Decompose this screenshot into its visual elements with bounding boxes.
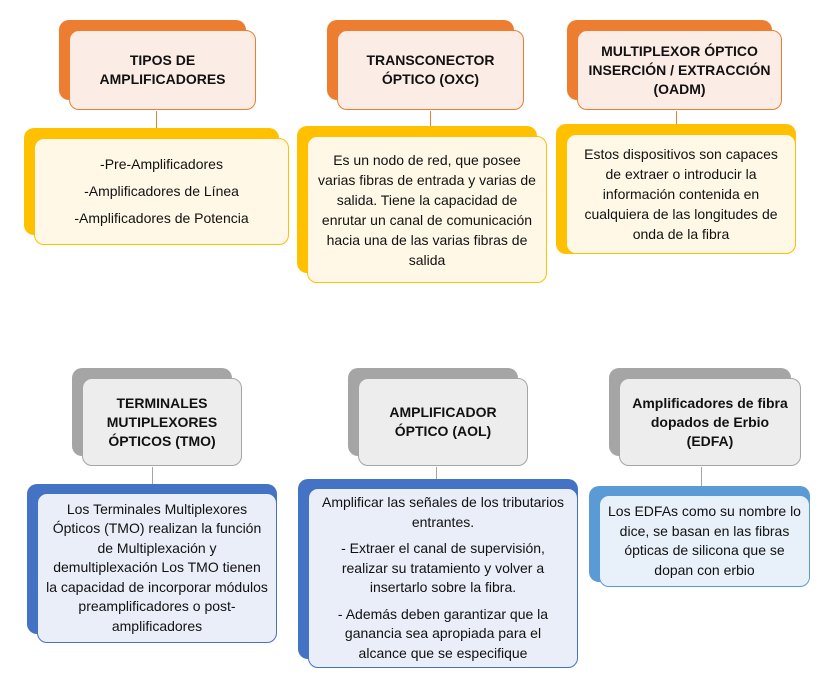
oxc-description: Es un nodo de red, que posee varias fibras de entrada y varias de salida. Tiene la capacidad de enrutar un canal de comunicación hacia una de las varias fibras de salida bbox=[318, 151, 536, 268]
aol-title: AMPLIFICADOR ÓPTICO (AOL) bbox=[389, 404, 497, 439]
amplifier-types-title: TIPOS DE AMPLIFICADORES bbox=[99, 52, 226, 87]
amplifier-type-item: -Pre-Amplificadores bbox=[100, 156, 223, 172]
tmo-description: Los Terminales Multiplexores Ópticos (TMO) realizan la función de Multiplexación y demultiplexación Los TMO tienen la capacidad de incorporar módulos preamplificadores o post-amplificadores bbox=[46, 500, 268, 634]
oadm-connector bbox=[676, 111, 677, 124]
oxc-description-box bbox=[307, 136, 547, 283]
tmo-title-box bbox=[82, 378, 242, 466]
amplifier-types-description-box bbox=[34, 138, 289, 245]
oadm-description-box bbox=[566, 134, 796, 254]
aol-description-box bbox=[308, 488, 578, 668]
amplifier-type-item: -Amplificadores de Línea bbox=[84, 183, 239, 199]
edfa-title: Amplificadores de fibra dopados de Erbio (EDFA) bbox=[632, 394, 788, 449]
oadm-description: Estos dispositivos son capaces de extraer o introducir la información contenida en cualquiera de las longitudes de onda de la fibra bbox=[584, 146, 778, 242]
amplifier-type-item: -Amplificadores de Potencia bbox=[74, 210, 249, 226]
oadm-title-box bbox=[577, 30, 782, 110]
aol-item: - Además deben garantizar que la ganancia sea apropiada para el alcance que se especifique bbox=[337, 605, 549, 661]
aol-item: - Extraer el canal de supervisión, realizar su tratamiento y volver a insertarlo sobre la fibra. bbox=[341, 540, 545, 595]
edfa-description: Los EDFAs como su nombre lo dice, se basan en las fibras ópticas de silicona que se dopan con erbio bbox=[608, 503, 801, 578]
edfa-title-box bbox=[619, 378, 801, 466]
oxc-title-box bbox=[337, 30, 524, 110]
oadm-title: MULTIPLEXOR ÓPTICO INSERCIÓN / EXTRACCIÓN (OADM) bbox=[588, 42, 771, 97]
edfa-description-box bbox=[599, 495, 810, 587]
tmo-description-box bbox=[37, 493, 277, 643]
amplifier-types-title-box bbox=[69, 30, 256, 110]
oxc-title: TRANSCONECTOR ÓPTICO (OXC) bbox=[366, 52, 495, 87]
tmo-connector bbox=[152, 467, 153, 484]
oxc-connector bbox=[430, 111, 431, 126]
aol-title-box bbox=[358, 378, 528, 466]
tmo-title: TERMINALES MUTIPLEXORES ÓPTICOS (TMO) bbox=[106, 394, 218, 449]
aol-item: Amplificar las señales de los tributarios entrantes. bbox=[322, 494, 564, 530]
amplifier-types-connector bbox=[156, 111, 157, 128]
edfa-connector bbox=[701, 467, 702, 486]
